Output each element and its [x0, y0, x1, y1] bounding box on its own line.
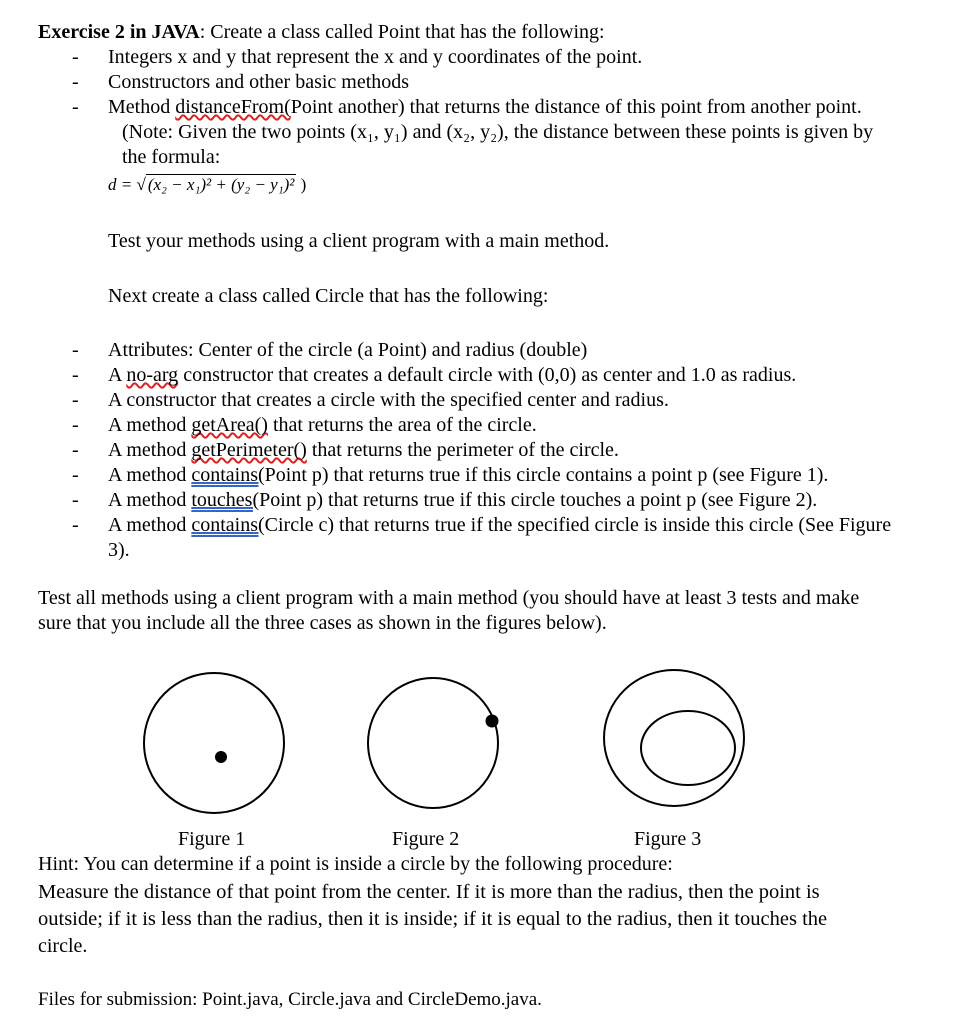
text: A method — [108, 514, 192, 536]
figure1-point — [215, 751, 227, 763]
figures — [0, 660, 974, 840]
circle-item — [108, 463, 828, 487]
text: Point p) that returns true if this circle contains a point p (see Figure 1). — [264, 464, 829, 486]
note-line: the formula: — [122, 146, 221, 168]
bullet: - — [72, 489, 79, 511]
test-all-text: Test all methods using a client program with a main method (you should have at least 3 tests and make — [38, 587, 860, 609]
bullet: - — [72, 389, 79, 411]
text: A constructor that creates a circle with the specified center and radius. — [108, 389, 669, 411]
point-item — [108, 95, 862, 119]
hint-text: Measure the distance of that point from the center. If it is more than the radius, then the point is — [38, 881, 820, 903]
circle-item — [108, 413, 537, 437]
figure2-circle — [368, 678, 498, 808]
bullet: - — [72, 464, 79, 486]
hint-text: outside; if it is less than the radius, then it is inside; if it is equal to the radius, then it touches the — [38, 908, 828, 930]
formula-lhs: d = √ — [108, 175, 146, 194]
circle-item-cont: 3). — [108, 539, 130, 561]
text: constructor that creates a default circle with (0,0) as center and 1.0 as radius. — [178, 364, 797, 386]
exercise-title — [38, 20, 605, 44]
figure-label: Figure 1 — [178, 828, 246, 850]
bullet: - — [72, 96, 79, 118]
hint-text: circle. — [38, 935, 88, 957]
method-name: touches( — [191, 489, 260, 511]
next-circle-text: Next create a class called Circle that has the following: — [108, 285, 549, 307]
formula-close: ) — [300, 175, 307, 194]
text: A — [108, 364, 127, 386]
text: Circle c) that returns true if the specified circle is inside this circle (See Figure — [264, 514, 892, 536]
figure3-outer-circle — [604, 670, 744, 806]
method-name: getPerimeter() — [191, 439, 307, 461]
test-all-text: sure that you include all the three cases as shown in the figures below). — [38, 612, 607, 634]
text: Attributes: Center of the circle (a Point) and radius (double) — [108, 339, 588, 361]
text: Point another) that returns the distance of this point from another point. — [290, 96, 862, 118]
text: that returns the area of the circle. — [267, 414, 537, 436]
circle-item — [108, 488, 817, 512]
bullet: - — [72, 46, 79, 68]
bullet: - — [72, 514, 79, 536]
note-line: (Note: Given the two points (x₁, y₁) and (x₂, y₂), the distance between these points is given by — [122, 121, 874, 143]
bullet: - — [72, 339, 79, 361]
circle-item — [108, 388, 669, 412]
circle-item — [108, 513, 891, 537]
text: that returns the perimeter of the circle. — [306, 439, 619, 461]
figure2-point — [486, 715, 499, 728]
text: A method — [108, 439, 192, 461]
circle-item — [108, 363, 796, 387]
text: A method — [108, 464, 192, 486]
text: A method — [108, 489, 192, 511]
bullet: - — [72, 439, 79, 461]
method-name: contains( — [191, 514, 265, 536]
distance-formula — [108, 173, 306, 197]
bullet: - — [72, 71, 79, 93]
text: Method — [108, 96, 176, 118]
point-item: Constructors and other basic methods — [108, 71, 410, 93]
method-name: no-arg — [126, 364, 179, 386]
text: Point p) that returns true if this circle touches a point p (see Figure 2). — [259, 489, 818, 511]
point-item: Integers x and y that represent the x and y coordinates of the point. — [108, 46, 643, 68]
files-text: Files for submission: Point.java, Circle.java and CircleDemo.java. — [38, 989, 542, 1010]
text: A method — [108, 414, 192, 436]
circle-item — [108, 338, 587, 362]
method-name: getArea() — [191, 414, 268, 436]
title-text: : Create a class called Point that has the following: — [199, 21, 605, 43]
test-point-text: Test your methods using a client program with a main method. — [108, 230, 610, 252]
figure-label: Figure 2 — [392, 828, 460, 850]
formula-body: (x₂ − x₁)² + (y₂ − y₁)² — [147, 175, 295, 194]
method-name: distanceFrom( — [175, 96, 291, 118]
figure3-inner-circle — [641, 711, 735, 785]
circle-item — [108, 438, 619, 462]
hint-text: Hint: You can determine if a point is inside a circle by the following procedure: — [38, 853, 673, 875]
bullet: - — [72, 414, 79, 436]
figure-label: Figure 3 — [634, 828, 702, 850]
title-bold: Exercise 2 in JAVA — [38, 21, 200, 43]
bullet: - — [72, 364, 79, 386]
method-name: contains( — [191, 464, 265, 486]
figure1-circle — [144, 673, 284, 813]
